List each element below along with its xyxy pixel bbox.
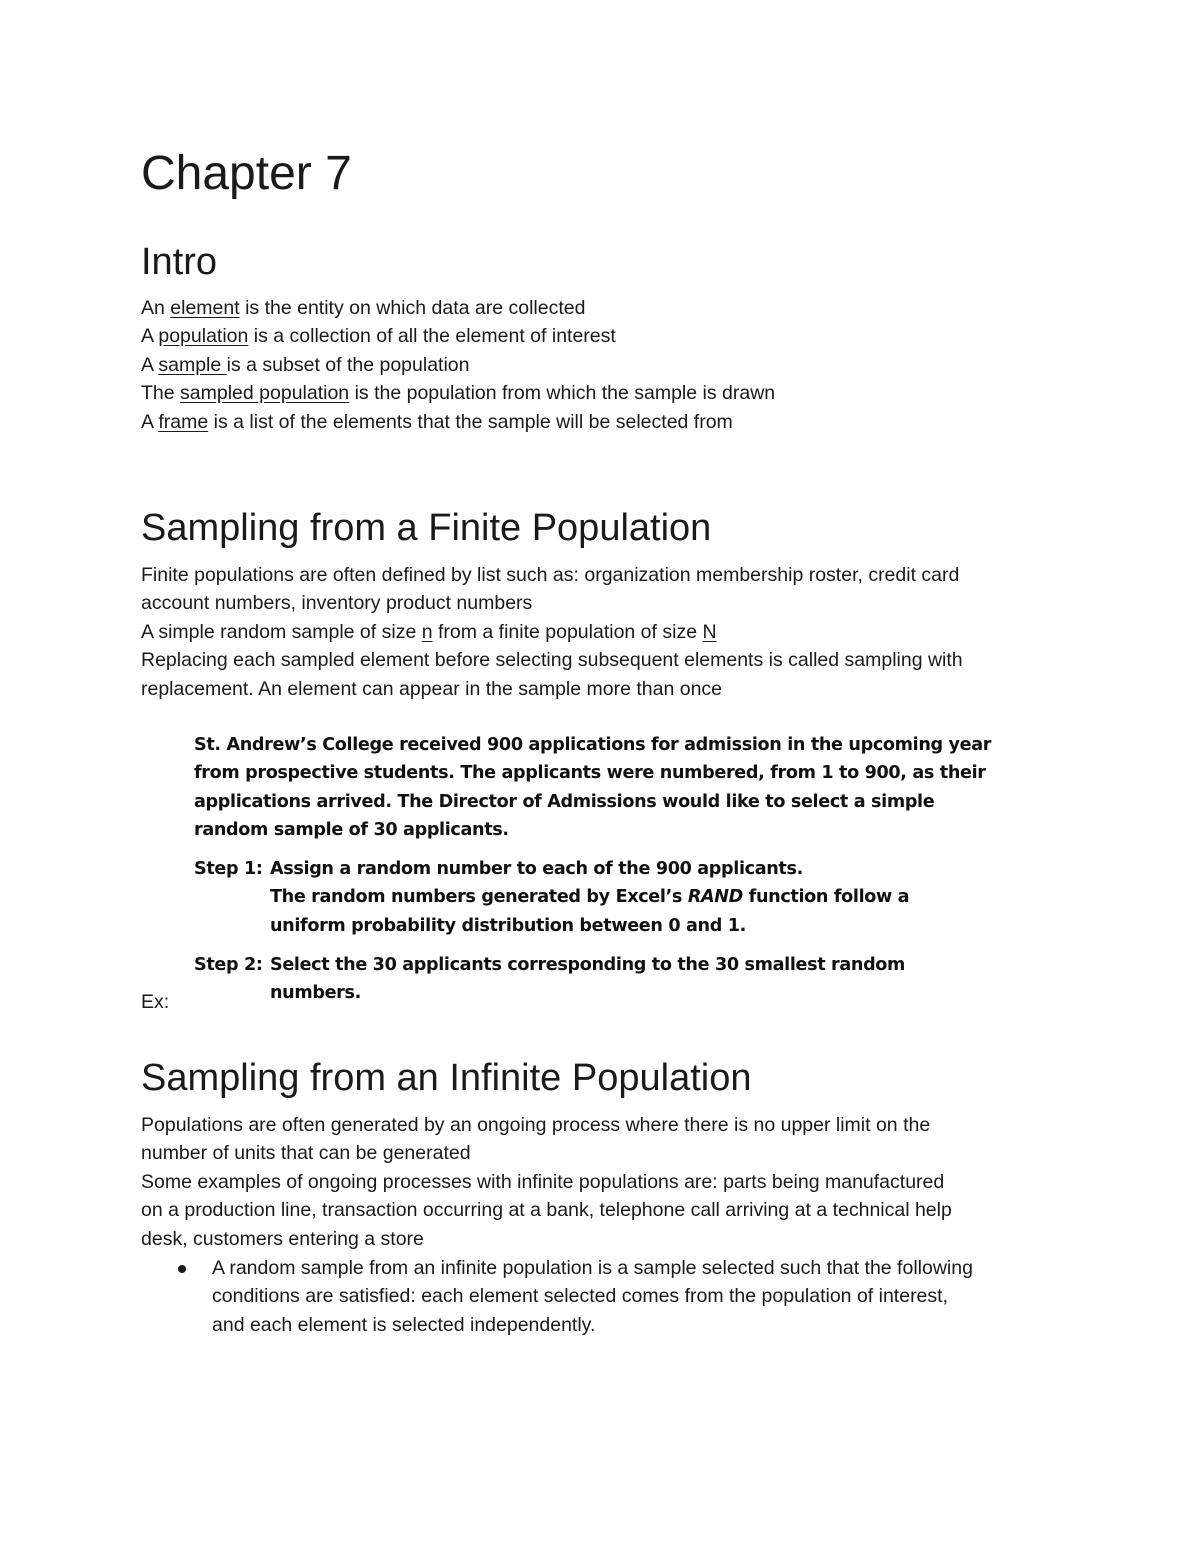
definition-line xyxy=(141,351,1071,379)
chapter-title: Chapter 7 xyxy=(141,147,352,200)
list-item-line: A random sample from an infinite population is a sample selected such that the following xyxy=(212,1257,973,1279)
finite-population-heading: Sampling from a Finite Population xyxy=(141,507,712,549)
definition-line xyxy=(141,322,1071,350)
definition-text: is a collection of all the element of interest xyxy=(248,325,616,348)
definition-line xyxy=(141,294,1071,322)
paragraph-text: A simple random sample of size xyxy=(141,620,422,643)
example-line: applications arrived. The Director of Admissions would like to select a simple xyxy=(194,791,935,812)
rand-function-name: RAND xyxy=(687,887,743,908)
example-line: random sample of 30 applicants. xyxy=(194,819,509,840)
definition-prefix: An xyxy=(141,297,171,319)
finite-population-text xyxy=(141,561,1071,703)
definition-term: population xyxy=(158,325,249,348)
infinite-population-heading: Sampling from an Infinite Population xyxy=(141,1057,752,1099)
step-2-body xyxy=(270,951,1074,1008)
paragraph-line: Some examples of ongoing processes with infinite populations are: parts being manufactured xyxy=(141,1170,945,1193)
paragraph-line: Replacing each sampled element before selecting subsequent elements is called sampling with xyxy=(141,649,963,672)
step-text: function follow a xyxy=(742,887,910,908)
infinite-population-text xyxy=(141,1111,1071,1253)
list-item xyxy=(141,1254,1081,1339)
definition-term: frame xyxy=(158,410,209,433)
paragraph-line: on a production line, transaction occurring at a bank, telephone call arriving at a technical help xyxy=(141,1199,952,1222)
paragraph-line: account numbers, inventory product numbers xyxy=(141,592,533,615)
definition-line xyxy=(141,408,1071,436)
step-2-label: Step 2: xyxy=(194,955,263,976)
population-size-symbol: N xyxy=(702,620,717,643)
paragraph-line: replacement. An element can appear in the sample more than once xyxy=(141,677,723,700)
example-label: Ex: xyxy=(141,991,170,1013)
example-line: from prospective students. The applicants were numbered, from 1 to 900, as their xyxy=(194,763,986,784)
intro-heading: Intro xyxy=(141,241,218,283)
paragraph-line: number of units that can be generated xyxy=(141,1142,471,1165)
step-line: uniform probability distribution between 0 and 1. xyxy=(270,915,746,936)
intro-definitions xyxy=(141,294,1071,436)
definition-text: is a subset of the population xyxy=(226,353,470,376)
step-line: Select the 30 applicants corresponding to the 30 smallest random xyxy=(270,955,906,976)
definition-text: is the entity on which data are collected xyxy=(239,297,586,319)
definition-prefix: A xyxy=(141,410,159,433)
sample-size-symbol: n xyxy=(421,620,433,643)
step-line: numbers. xyxy=(270,983,361,1004)
definition-prefix: A xyxy=(141,353,159,376)
step-2 xyxy=(194,951,1074,1008)
list-item-line: and each element is selected independently. xyxy=(212,1313,596,1336)
paragraph-line xyxy=(141,618,1071,646)
definition-text: is a list of the elements that the sample will be selected from xyxy=(208,410,733,433)
paragraph-text: from a finite population of size xyxy=(432,620,703,643)
step-1-label: Step 1: xyxy=(194,859,263,880)
example-line: St. Andrew’s College received 900 applications for admission in the upcoming year xyxy=(194,735,992,755)
paragraph-line: Populations are often generated by an ongoing process where there is no upper limit on the xyxy=(141,1114,931,1136)
definition-term: element xyxy=(170,297,240,319)
definition-text: is the population from which the sample is drawn xyxy=(349,382,776,405)
bullet-list xyxy=(141,1254,1081,1339)
step-line xyxy=(270,883,1074,911)
bullet-icon xyxy=(178,1265,186,1273)
definition-prefix: A xyxy=(141,325,159,348)
paragraph-line: Finite populations are often defined by list such as: organization membership roster, credit card xyxy=(141,564,960,586)
definition-term: sampled population xyxy=(180,382,350,405)
definition-line xyxy=(141,379,1071,407)
step-1 xyxy=(194,855,1074,940)
example-image xyxy=(194,731,1074,1008)
paragraph-line: desk, customers entering a store xyxy=(141,1227,424,1250)
list-item-line: conditions are satisfied: each element selected comes from the population of interest, xyxy=(212,1285,948,1308)
definition-term: sample xyxy=(158,353,227,376)
definition-prefix: The xyxy=(141,382,181,405)
step-1-body xyxy=(270,855,1074,940)
step-line: Assign a random number to each of the 900 applicants. xyxy=(270,859,803,880)
step-text: The random numbers generated by Excel’s xyxy=(270,887,688,908)
